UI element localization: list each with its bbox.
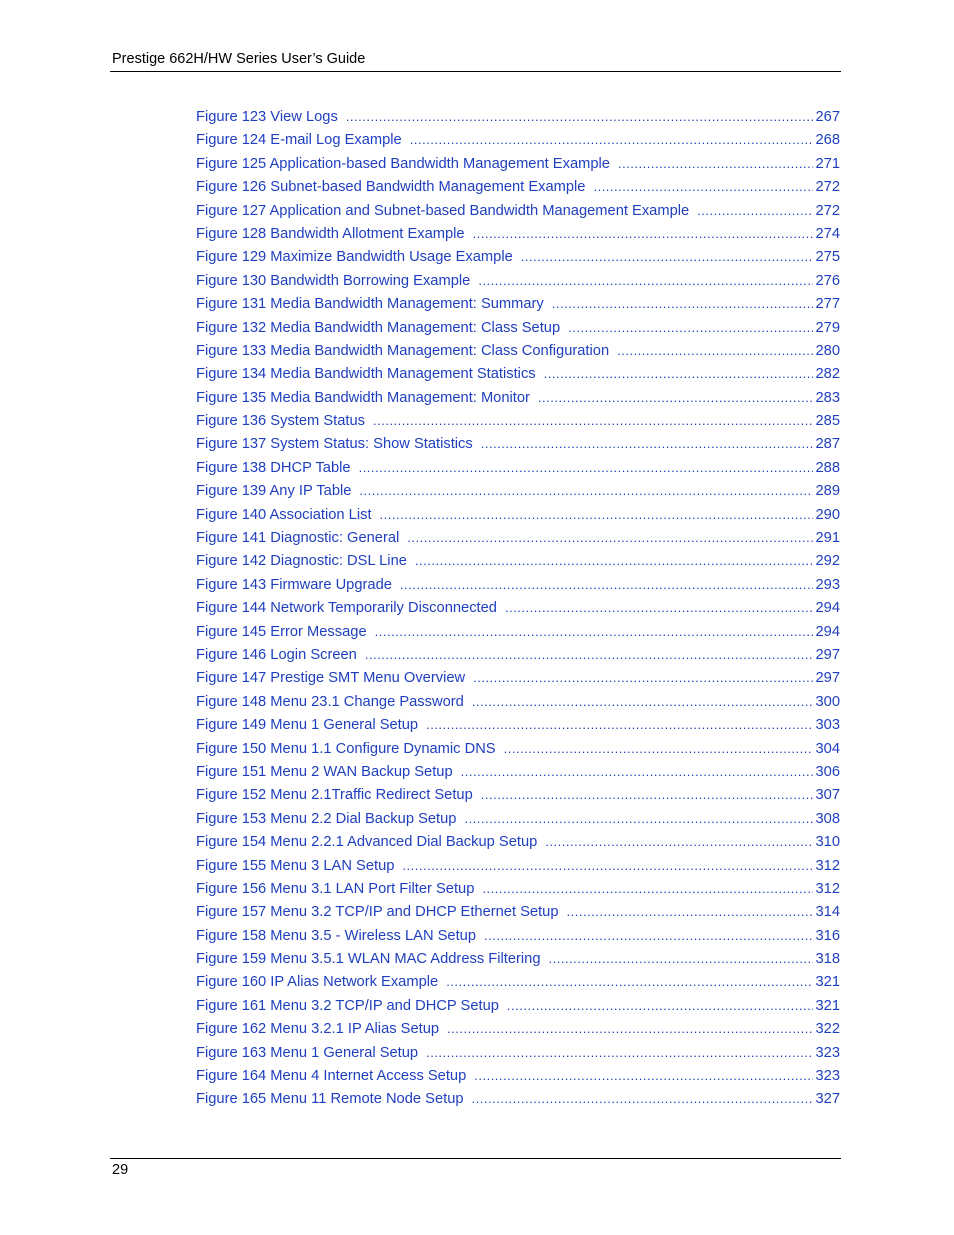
toc-entry-label: Figure 164 Menu 4 Internet Access Setup <box>196 1068 467 1085</box>
toc-entry-link[interactable] <box>196 620 840 643</box>
toc-item <box>196 854 840 877</box>
toc-entry-page: 316 <box>815 927 840 944</box>
toc-entry-link[interactable] <box>196 1064 840 1087</box>
toc-entry-link[interactable] <box>196 339 840 362</box>
toc-entry-label: Figure 129 Maximize Bandwidth Usage Example <box>196 249 513 266</box>
toc-dot-leader <box>484 924 813 947</box>
toc-entry-link[interactable] <box>196 807 840 830</box>
toc-entry-link[interactable] <box>196 292 840 315</box>
toc-dot-leader <box>359 479 813 502</box>
toc-item <box>196 269 840 292</box>
toc-entry-label: Figure 130 Bandwidth Borrowing Example <box>196 272 471 289</box>
toc-entry-label: Figure 134 Media Bandwidth Management Statistics <box>196 366 536 383</box>
toc-entry-label: Figure 157 Menu 3.2 TCP/IP and DHCP Ethernet Setup <box>196 904 559 921</box>
toc-item <box>196 245 840 268</box>
toc-entry-link[interactable] <box>196 479 840 502</box>
toc-entry-page: 272 <box>815 179 840 196</box>
toc-entry-page: 280 <box>815 342 840 359</box>
toc-entry-page: 272 <box>815 202 840 219</box>
toc-item <box>196 877 840 900</box>
toc-dot-leader <box>482 877 813 900</box>
toc-entry-page: 293 <box>815 576 840 593</box>
toc-entry-label: Figure 154 Menu 2.2.1 Advanced Dial Backup Setup <box>196 834 538 851</box>
toc-dot-leader <box>359 456 814 479</box>
toc-entry-link[interactable] <box>196 362 840 385</box>
toc-entry-label: Figure 152 Menu 2.1Traffic Redirect Setup <box>196 787 473 804</box>
toc-entry-page: 277 <box>815 296 840 313</box>
toc-entry-label: Figure 138 DHCP Table <box>196 459 351 476</box>
toc-entry-link[interactable] <box>196 713 840 736</box>
toc-entry-link[interactable] <box>196 1087 840 1110</box>
toc-item <box>196 339 840 362</box>
toc-item <box>196 175 840 198</box>
toc-entry-page: 294 <box>815 600 840 617</box>
toc-entry-link[interactable] <box>196 432 840 455</box>
toc-dot-leader <box>549 947 814 970</box>
toc-dot-leader <box>473 222 814 245</box>
toc-entry-page: 285 <box>815 413 840 430</box>
toc-entry-page: 306 <box>815 763 840 780</box>
toc-entry-label: Figure 139 Any IP Table <box>196 483 352 500</box>
toc-entry-page: 297 <box>815 670 840 687</box>
toc-entry-link[interactable] <box>196 877 840 900</box>
toc-entry-page: 310 <box>815 834 840 851</box>
toc-entry-link[interactable] <box>196 199 840 222</box>
toc-entry-page: 300 <box>815 693 840 710</box>
toc-item <box>196 105 840 128</box>
toc-entry-link[interactable] <box>196 666 840 689</box>
toc-item <box>196 152 840 175</box>
toc-dot-leader <box>407 526 813 549</box>
toc-entry-page: 318 <box>815 951 840 968</box>
toc-dot-leader <box>567 900 814 923</box>
toc-entry-page: 307 <box>815 787 840 804</box>
toc-dot-leader <box>478 269 813 292</box>
toc-entry-link[interactable] <box>196 760 840 783</box>
toc-item <box>196 783 840 806</box>
toc-dot-leader <box>380 503 814 526</box>
toc-entry-page: 303 <box>815 717 840 734</box>
toc-entry-label: Figure 147 Prestige SMT Menu Overview <box>196 670 466 687</box>
toc-item <box>196 666 840 689</box>
toc-dot-leader <box>538 386 814 409</box>
toc-entry-page: 275 <box>815 249 840 266</box>
toc-entry-label: Figure 149 Menu 1 General Setup <box>196 717 419 734</box>
toc-entry-label: Figure 162 Menu 3.2.1 IP Alias Setup <box>196 1021 440 1038</box>
toc-item <box>196 807 840 830</box>
toc-dot-leader <box>375 620 814 643</box>
toc-entry-link[interactable] <box>196 970 840 993</box>
toc-dot-leader <box>507 994 814 1017</box>
toc-entry-page: 327 <box>815 1091 840 1108</box>
toc-entry-page: 314 <box>815 904 840 921</box>
toc-entry-label: Figure 144 Network Temporarily Disconnected <box>196 600 497 617</box>
toc-dot-leader <box>373 409 813 432</box>
toc-dot-leader <box>400 573 814 596</box>
toc-entry-label: Figure 150 Menu 1.1 Configure Dynamic DNS <box>196 740 496 757</box>
toc-item <box>196 713 840 736</box>
toc-item <box>196 128 840 151</box>
toc-entry-label: Figure 165 Menu 11 Remote Node Setup <box>196 1091 464 1108</box>
toc-entry-link[interactable] <box>196 854 840 877</box>
toc-entry-page: 267 <box>815 109 840 125</box>
toc-entry-link[interactable] <box>196 128 840 151</box>
toc-item <box>196 947 840 970</box>
toc-dot-leader <box>504 737 814 760</box>
toc-dot-leader <box>402 854 813 877</box>
toc-entry-page: 321 <box>815 974 840 991</box>
toc-entry-link[interactable] <box>196 1041 840 1064</box>
toc-entry-page: 312 <box>815 880 840 897</box>
toc-entry-label: Figure 158 Menu 3.5 - Wireless LAN Setup <box>196 927 477 944</box>
toc-item <box>196 1064 840 1087</box>
toc-entry-page: 279 <box>815 319 840 336</box>
toc-dot-leader <box>568 316 813 339</box>
page-number: 29 <box>112 1162 129 1178</box>
toc-item <box>196 573 840 596</box>
toc-item <box>196 924 840 947</box>
toc-entry-label: Figure 127 Application and Subnet-based Bandwidth Management Example <box>196 202 690 219</box>
running-header-title: Prestige 662H/HW Series User’s Guide <box>112 51 366 67</box>
toc-dot-leader <box>474 1064 813 1087</box>
toc-item <box>196 1041 840 1064</box>
toc-item <box>196 199 840 222</box>
toc-dot-leader <box>481 432 814 455</box>
toc-item <box>196 596 840 619</box>
toc-item <box>196 1087 840 1110</box>
header-divider <box>110 71 841 72</box>
toc-entry-page: 287 <box>815 436 840 453</box>
toc-entry-page: 308 <box>815 810 840 827</box>
toc-item <box>196 292 840 315</box>
toc-entry-label: Figure 155 Menu 3 LAN Setup <box>196 857 395 874</box>
toc-entry-label: Figure 132 Media Bandwidth Management: Class Setup <box>196 319 561 336</box>
toc-dot-leader <box>426 713 813 736</box>
toc-dot-leader <box>426 1041 813 1064</box>
toc-item <box>196 830 840 853</box>
toc-dot-leader <box>410 128 814 151</box>
toc-item <box>196 1017 840 1040</box>
toc-dot-leader <box>446 970 813 993</box>
toc-entry-link[interactable] <box>196 830 840 853</box>
toc-entry-label: Figure 161 Menu 3.2 TCP/IP and DHCP Setup <box>196 997 499 1014</box>
toc-entry-link[interactable] <box>196 549 840 572</box>
toc-entry-label: Figure 145 Error Message <box>196 623 367 640</box>
toc-entry-link[interactable] <box>196 947 840 970</box>
toc-dot-leader <box>521 245 814 268</box>
toc-entry-label: Figure 131 Media Bandwidth Management: Summary <box>196 296 544 313</box>
toc-entry-page: 282 <box>815 366 840 383</box>
toc-entry-page: 292 <box>815 553 840 570</box>
toc-entry-label: Figure 146 Login Screen <box>196 646 357 663</box>
toc-entry-link[interactable] <box>196 386 840 409</box>
toc-entry-link[interactable] <box>196 526 840 549</box>
toc-entry-link[interactable] <box>196 994 840 1017</box>
toc-dot-leader <box>461 760 814 783</box>
toc-dot-leader <box>365 643 814 666</box>
toc-entry-page: 271 <box>815 155 840 172</box>
list-of-figures <box>196 105 840 1111</box>
toc-entry-page: 297 <box>815 646 840 663</box>
toc-entry-label: Figure 160 IP Alias Network Example <box>196 974 439 991</box>
toc-entry-page: 294 <box>815 623 840 640</box>
toc-dot-leader <box>617 339 813 362</box>
toc-entry-label: Figure 142 Diagnostic: DSL Line <box>196 553 407 570</box>
toc-item <box>196 386 840 409</box>
toc-item <box>196 479 840 502</box>
toc-entry-page: 323 <box>815 1068 840 1085</box>
toc-entry-page: 276 <box>815 272 840 289</box>
toc-entry-link[interactable] <box>196 222 840 245</box>
toc-entry-label: Figure 135 Media Bandwidth Management: Monitor <box>196 389 530 406</box>
toc-item <box>196 526 840 549</box>
toc-dot-leader <box>505 596 814 619</box>
toc-item <box>196 643 840 666</box>
toc-item <box>196 456 840 479</box>
toc-dot-leader <box>346 105 814 128</box>
toc-entry-page: 291 <box>815 530 840 547</box>
toc-dot-leader <box>473 666 813 689</box>
toc-entry-link[interactable] <box>196 245 840 268</box>
toc-entry-label: Figure 163 Menu 1 General Setup <box>196 1044 419 1061</box>
toc-item <box>196 900 840 923</box>
toc-entry-link[interactable] <box>196 900 840 923</box>
toc-item <box>196 409 840 432</box>
toc-item <box>196 362 840 385</box>
toc-entry-link[interactable] <box>196 316 840 339</box>
toc-dot-leader <box>618 152 814 175</box>
toc-item <box>196 316 840 339</box>
toc-dot-leader <box>415 549 814 572</box>
toc-entry-link[interactable] <box>196 269 840 292</box>
toc-entry-link[interactable] <box>196 783 840 806</box>
toc-entry-page: 290 <box>815 506 840 523</box>
toc-entry-label: Figure 123 View Logs <box>196 109 338 125</box>
toc-entry-label: Figure 137 System Status: Show Statistics <box>196 436 473 453</box>
toc-entry-label: Figure 153 Menu 2.2 Dial Backup Setup <box>196 810 457 827</box>
toc-entry-link[interactable] <box>196 456 840 479</box>
toc-entry-label: Figure 151 Menu 2 WAN Backup Setup <box>196 763 453 780</box>
toc-entry-page: 304 <box>815 740 840 757</box>
toc-item <box>196 549 840 572</box>
toc-item <box>196 432 840 455</box>
toc-entry-link[interactable] <box>196 175 840 198</box>
toc-entry-page: 283 <box>815 389 840 406</box>
toc-entry-page: 274 <box>815 225 840 242</box>
toc-entry-link[interactable] <box>196 503 840 526</box>
toc-entry-label: Figure 148 Menu 23.1 Change Password <box>196 693 464 710</box>
toc-dot-leader <box>464 807 813 830</box>
toc-entry-label: Figure 124 E-mail Log Example <box>196 132 402 149</box>
toc-entry-link[interactable] <box>196 690 840 713</box>
toc-entry-label: Figure 143 Firmware Upgrade <box>196 576 392 593</box>
toc-entry-link[interactable] <box>196 1017 840 1040</box>
toc-entry-label: Figure 136 System Status <box>196 413 365 430</box>
toc-entry-page: 323 <box>815 1044 840 1061</box>
toc-entry-page: 312 <box>815 857 840 874</box>
toc-dot-leader <box>545 830 813 853</box>
footer-divider <box>110 1158 841 1159</box>
toc-entry-link[interactable] <box>196 152 840 175</box>
toc-entry-page: 322 <box>815 1021 840 1038</box>
toc-entry-label: Figure 125 Application-based Bandwidth Management Example <box>196 155 610 172</box>
toc-dot-leader <box>472 690 814 713</box>
toc-dot-leader <box>447 1017 813 1040</box>
toc-entry-link[interactable] <box>196 924 840 947</box>
toc-entry-label: Figure 159 Menu 3.5.1 WLAN MAC Address Filtering <box>196 951 541 968</box>
toc-entry-label: Figure 156 Menu 3.1 LAN Port Filter Setup <box>196 880 475 897</box>
toc-item <box>196 690 840 713</box>
toc-entry-link[interactable] <box>196 573 840 596</box>
toc-item <box>196 222 840 245</box>
toc-entry-label: Figure 128 Bandwidth Allotment Example <box>196 225 465 242</box>
toc-entry-link[interactable] <box>196 105 840 128</box>
toc-entry-link[interactable] <box>196 409 840 432</box>
toc-entry-label: Figure 141 Diagnostic: General <box>196 530 400 547</box>
toc-dot-leader <box>544 362 814 385</box>
toc-entry-link[interactable] <box>196 737 840 760</box>
toc-entry-label: Figure 140 Association List <box>196 506 372 523</box>
toc-entry-page: 289 <box>815 483 840 500</box>
toc-entry-link[interactable] <box>196 643 840 666</box>
toc-item <box>196 620 840 643</box>
toc-item <box>196 503 840 526</box>
toc-dot-leader <box>697 199 813 222</box>
toc-entry-page: 288 <box>815 459 840 476</box>
toc-dot-leader <box>593 175 813 198</box>
toc-item <box>196 737 840 760</box>
toc-entry-link[interactable] <box>196 596 840 619</box>
toc-dot-leader <box>472 1087 814 1110</box>
toc-dot-leader <box>481 783 814 806</box>
toc-entry-page: 321 <box>815 997 840 1014</box>
toc-item <box>196 760 840 783</box>
toc-entry-label: Figure 133 Media Bandwidth Management: Class Configuration <box>196 342 610 359</box>
toc-dot-leader <box>552 292 814 315</box>
toc-entry-page: 268 <box>815 132 840 149</box>
toc-item <box>196 970 840 993</box>
toc-entry-label: Figure 126 Subnet-based Bandwidth Management Example <box>196 179 586 196</box>
toc-item <box>196 994 840 1017</box>
